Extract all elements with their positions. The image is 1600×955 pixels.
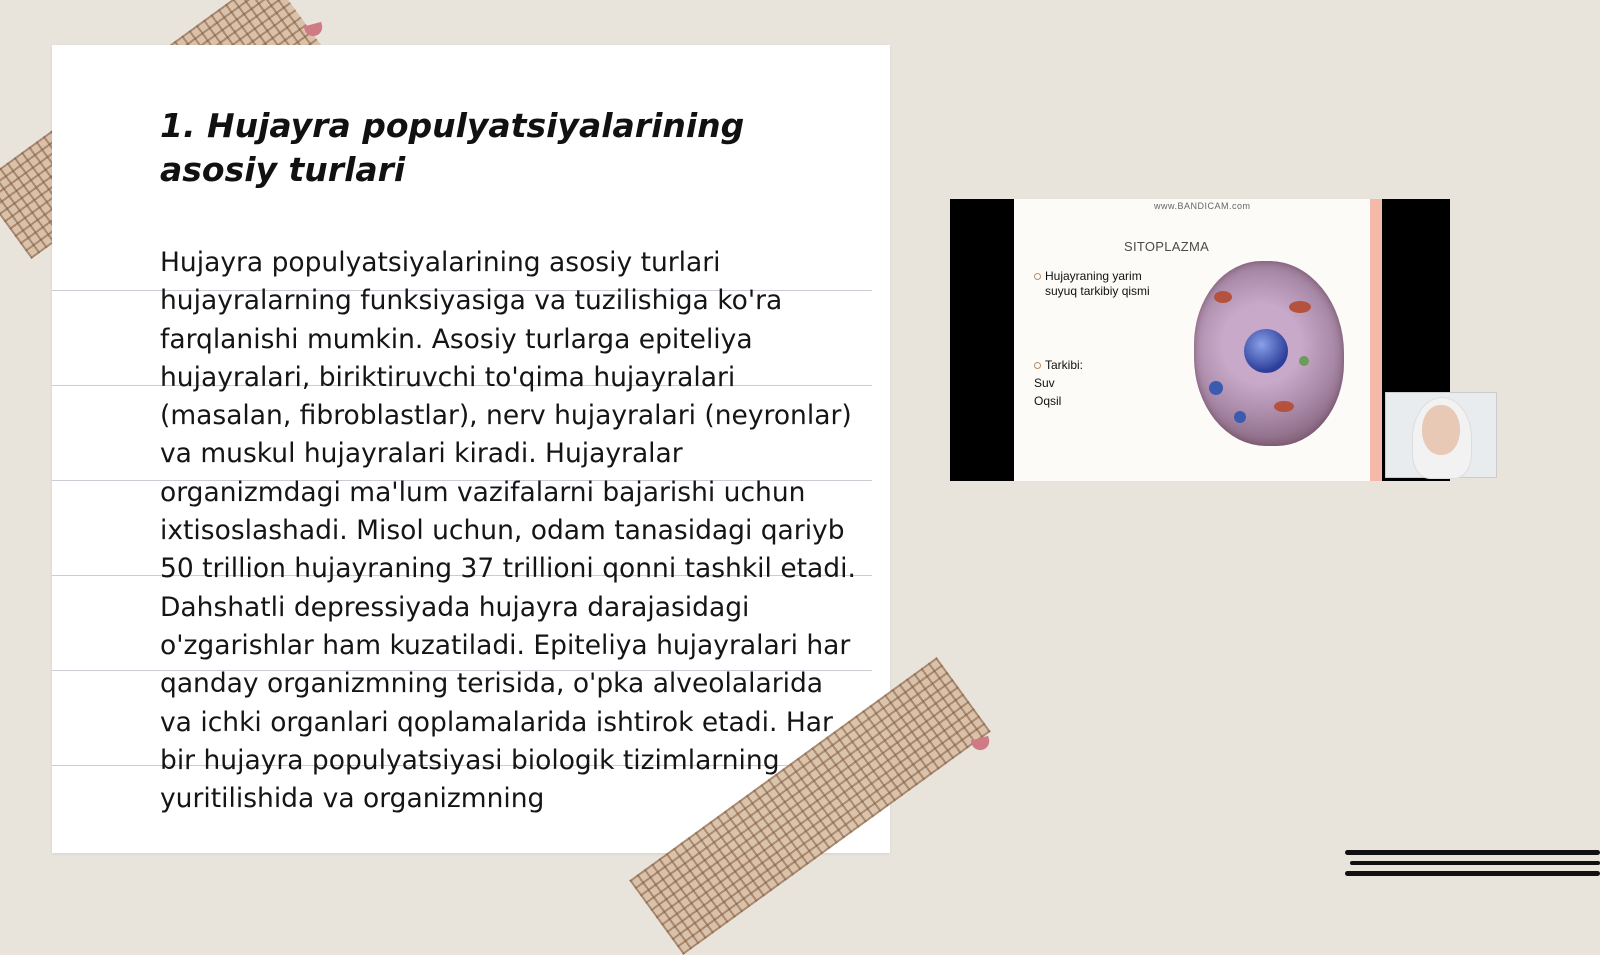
bullet-text-line2: suyuq tarkibiy qismi bbox=[1045, 284, 1150, 298]
cell-diagram-icon bbox=[1194, 261, 1344, 446]
page-title: 1. Hujayra populyatsiyalarining asosiy turlari bbox=[160, 106, 745, 189]
organelle-icon bbox=[1234, 411, 1246, 423]
presenter-face bbox=[1422, 405, 1460, 455]
slide-title: SITOPLAZMA bbox=[1124, 239, 1210, 254]
decorative-stripes bbox=[1345, 850, 1600, 890]
slide-bullet-composition bbox=[1034, 356, 1083, 410]
bullet-item-water: Suv bbox=[1034, 376, 1055, 390]
organelle-icon bbox=[1274, 401, 1294, 412]
webcam-overlay bbox=[1385, 392, 1497, 478]
nucleus-icon bbox=[1244, 329, 1288, 373]
bullet-dot-icon bbox=[1034, 362, 1041, 369]
recorder-watermark: www.BANDICAM.com bbox=[1154, 201, 1251, 211]
bullet-heading: Tarkibi: bbox=[1045, 358, 1084, 372]
stripe-line bbox=[1345, 850, 1600, 855]
stripe-line bbox=[1350, 861, 1600, 865]
body-paragraph: Hujayra populyatsiyalarining asosiy turlari hujayralarning funksiyasiga va tuzilishiga ko'ra farqlanishi mumkin. Asosiy turlarga epiteliya hujayralari, biriktiruvchi to'qima hujayralari (masalan, fibroblastlar), nerv hujayralari (neyronlar) va muskul hujayralari kiradi. Hujayralar organizmdagi ma'lum vazifalarni bajarishi uchun ixtisoslashadi. Misol uchun, odam tanasidagi qariyb 50 trillion hujayraning 37 trillioni qonni tashkil etadi. Dahshatli depressiyada hujayra darajasidagi o'zgarishlar ham kuzatiladi. Epiteliya hujayralari har qanday organizmning terisida, o'pka alveolalarida va ichki organlari qoplamalarida ishtirok etadi. Har bir hujayra populyatsiyasi biologik tizimlarning yuritilishida va organizmning bbox=[160, 247, 856, 815]
organelle-icon bbox=[1209, 381, 1223, 395]
bullet-text-line1: Hujayraning yarim bbox=[1045, 269, 1142, 283]
organelle-icon bbox=[1299, 356, 1309, 366]
video-player[interactable] bbox=[950, 199, 1450, 481]
video-slide bbox=[1014, 199, 1382, 481]
organelle-icon bbox=[1214, 291, 1232, 303]
bullet-item-protein: Oqsil bbox=[1034, 394, 1062, 408]
bullet-dot-icon bbox=[1034, 273, 1041, 280]
stripe-line bbox=[1345, 871, 1600, 876]
slide-bullet-definition bbox=[1034, 269, 1150, 299]
organelle-icon bbox=[1289, 301, 1311, 313]
